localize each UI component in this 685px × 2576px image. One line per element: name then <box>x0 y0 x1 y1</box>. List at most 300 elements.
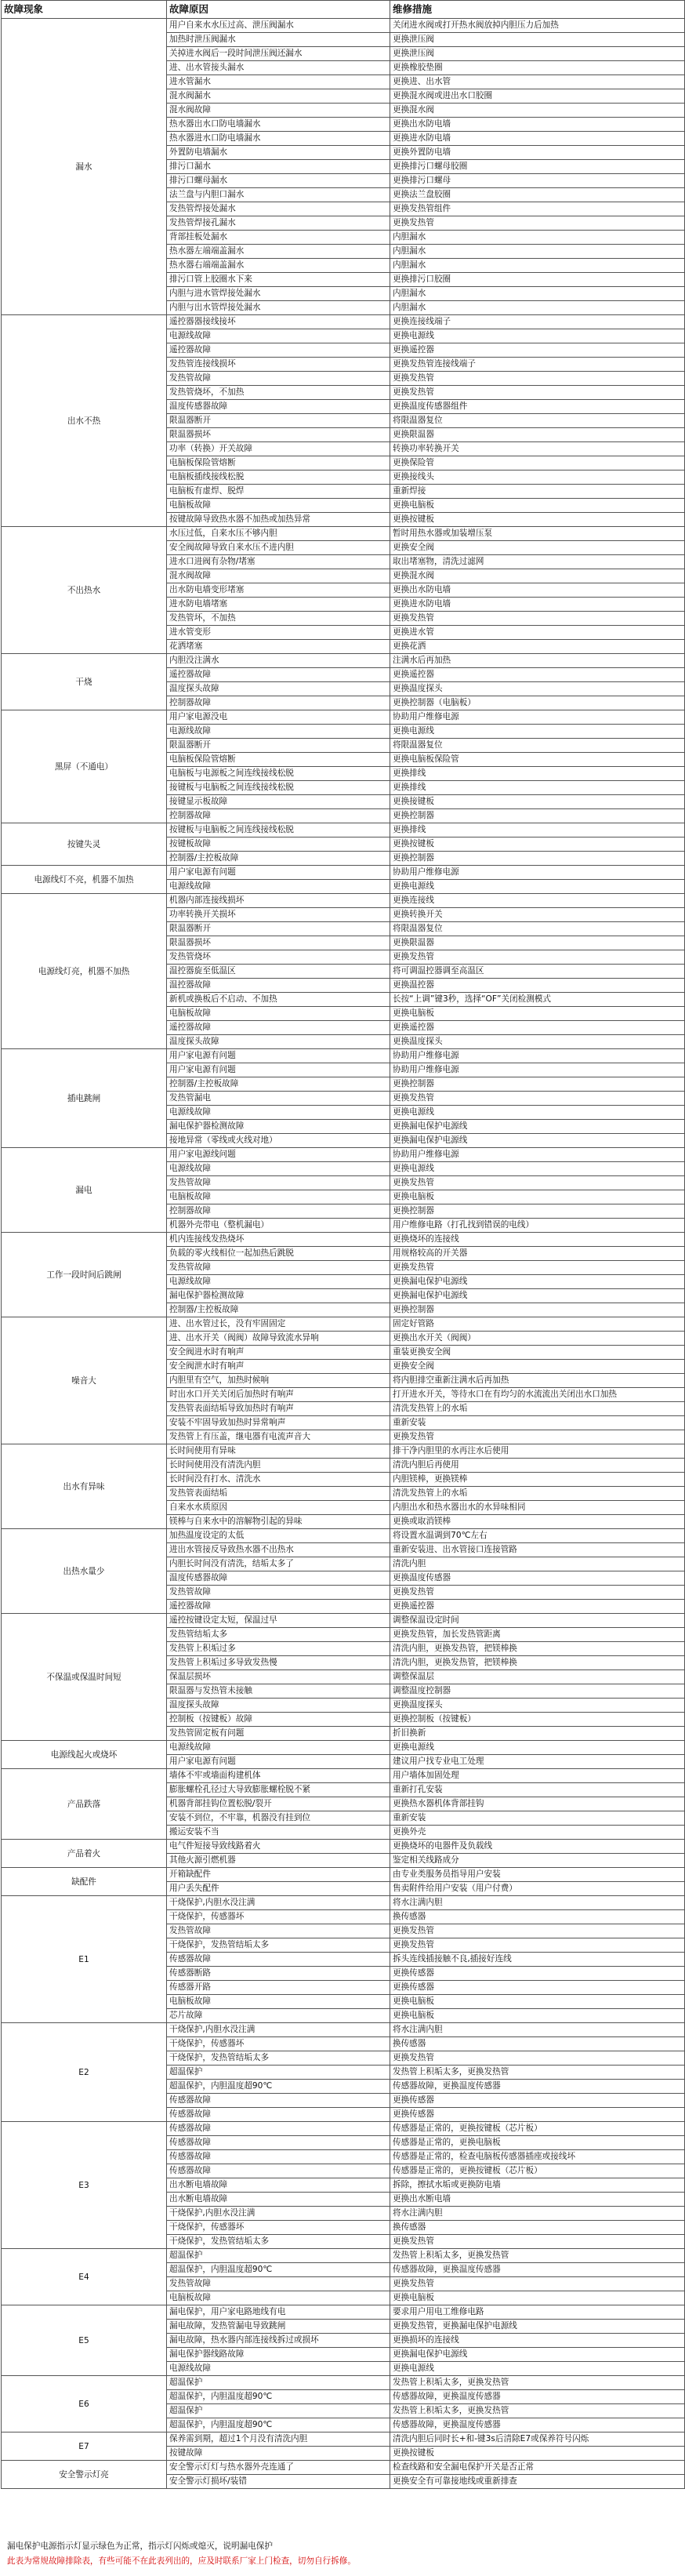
solution-cell: 更换发热管，更换漏电保护电源线 <box>390 2320 685 2334</box>
cause-cell: 传感器故障 <box>167 2094 390 2108</box>
solution-cell: 更换进、出水管 <box>390 75 685 89</box>
cause-cell: 进水防电墙堵塞 <box>167 598 390 612</box>
symptom-cell: 漏电 <box>2 1148 167 1233</box>
cause-cell: 电脑板有虚焊、脱焊 <box>167 485 390 499</box>
solution-cell: 传感器故障，更换温度传感器 <box>390 2390 685 2404</box>
cause-cell: 水压过低，自来水压不够内胆 <box>167 527 390 541</box>
solution-cell: 更换外置防电墙 <box>390 146 685 160</box>
cause-cell: 负载的零火线相位一起加热后跳脱 <box>167 1247 390 1261</box>
cause-cell: 温度探头故障 <box>167 1699 390 1713</box>
cause-cell: 关掉进水阀后一段时间泄压阀还漏水 <box>167 47 390 61</box>
solution-cell: 将限温器复位 <box>390 414 685 428</box>
table-row <box>2 19 685 33</box>
solution-cell: 更换传感器 <box>390 1981 685 1995</box>
cause-cell: 漏电保护器线路故障 <box>167 2348 390 2362</box>
cause-cell: 外置防电墙漏水 <box>167 146 390 160</box>
note-line-2: 此表为常规故障排除表，有些可能不在此表列出的，应及时联系厂家上门检查，切勿自行拆修。 <box>7 2556 356 2566</box>
solution-cell: 更换电脑板 <box>390 1190 685 1204</box>
cause-cell: 干烧保护，传感器坏 <box>167 2037 390 2051</box>
symptom-cell: E4 <box>2 2249 167 2305</box>
cause-cell: 发热管故障 <box>167 1176 390 1190</box>
cause-cell: 发热管故障 <box>167 1261 390 1275</box>
solution-cell: 清洗发热管上的水垢 <box>390 1487 685 1501</box>
cause-cell: 限温器损坏 <box>167 428 390 442</box>
cause-cell: 控制板（按键板）故障 <box>167 1713 390 1727</box>
solution-cell: 将水注满内胆 <box>390 2207 685 2221</box>
symptom-cell: 按键失灵 <box>2 823 167 866</box>
solution-cell: 更换排线 <box>390 781 685 795</box>
cause-cell: 发热管故障 <box>167 2277 390 2291</box>
solution-cell: 协助用户维修电源 <box>390 1148 685 1162</box>
cause-cell: 电源线故障 <box>167 1162 390 1176</box>
cause-cell: 开箱缺配件 <box>167 1868 390 1882</box>
cause-cell: 热水器左端端盖漏水 <box>167 245 390 259</box>
solution-cell: 用户维修电路（打孔找到错误的电线） <box>390 1219 685 1233</box>
cause-cell: 自来水水质原因 <box>167 1501 390 1515</box>
cause-cell: 电脑板故障 <box>167 2291 390 2305</box>
cause-cell: 超温保护 <box>167 2376 390 2390</box>
cause-cell: 控制器/主控板故障 <box>167 852 390 866</box>
cause-cell: 进水口进阀有杂物/堵塞 <box>167 555 390 569</box>
solution-cell: 更换损坏的连接线 <box>390 2334 685 2348</box>
solution-cell: 更换温度探头 <box>390 682 685 696</box>
cause-cell: 热水器右端端盖漏水 <box>167 259 390 273</box>
cause-cell: 出水断电墙故障 <box>167 2178 390 2193</box>
symptom-cell: 电源线灯不亮，机器不加热 <box>2 866 167 894</box>
solution-cell: 更换按键板 <box>390 2447 685 2461</box>
solution-cell: 更换发热管 <box>390 1938 685 1953</box>
solution-cell: 重新打孔安装 <box>390 1783 685 1797</box>
solution-cell: 更换出水断电墙 <box>390 2193 685 2207</box>
solution-cell: 注满水后再加热 <box>390 654 685 668</box>
cause-cell: 电源线故障 <box>167 2362 390 2376</box>
solution-cell: 更换温度探头 <box>390 1035 685 1049</box>
cause-cell: 搬运安装不当 <box>167 1826 390 1840</box>
solution-cell: 更换接键板 <box>390 795 685 809</box>
solution-cell: 更换连接线端子 <box>390 315 685 329</box>
solution-cell: 调整温度控制器 <box>390 1684 685 1699</box>
table-row <box>2 823 685 837</box>
solution-cell: 更换发热管 <box>390 2235 685 2249</box>
cause-cell: 传感器故障 <box>167 2136 390 2150</box>
solution-cell: 更换漏电保护电源线 <box>390 1289 685 1303</box>
cause-cell: 遥控按键设定太短，保温过早 <box>167 1614 390 1628</box>
solution-cell: 更换控制器 <box>390 1204 685 1219</box>
solution-cell: 折旧换新 <box>390 1727 685 1741</box>
table-row <box>2 2023 685 2037</box>
cause-cell: 发热管烧坏，不加热 <box>167 386 390 400</box>
cause-cell: 传感器断路 <box>167 1967 390 1981</box>
cause-cell: 其他火源引燃机器 <box>167 1854 390 1868</box>
cause-cell: 进、出水管过长，没有牢固固定 <box>167 1317 390 1332</box>
symptom-cell: 电源线灯亮，机器不加热 <box>2 894 167 1049</box>
cause-cell: 进、出水管接头漏水 <box>167 61 390 75</box>
solution-cell: 将限温器复位 <box>390 739 685 753</box>
cause-cell: 干烧保护，传感器坏 <box>167 2221 390 2235</box>
cause-cell: 背部挂板处漏水 <box>167 231 390 245</box>
cause-cell: 接键板与电脑板之间连线接线松脱 <box>167 781 390 795</box>
solution-cell: 更换传感器 <box>390 2094 685 2108</box>
solution-cell: 由专业类服务员指导用户安装 <box>390 1868 685 1882</box>
solution-cell: 取出堵塞物，清洗过滤网 <box>390 555 685 569</box>
solution-cell: 更换按键板 <box>390 837 685 852</box>
cause-cell: 温度传感器故障 <box>167 1571 390 1586</box>
solution-cell: 更换电源线 <box>390 1741 685 1755</box>
cause-cell: 发热管上积垢过多导致发热慢 <box>167 1656 390 1670</box>
cause-cell: 电源线故障 <box>167 880 390 894</box>
solution-cell: 内胆漏水 <box>390 245 685 259</box>
cause-cell: 发热管表面结垢导致加热时有响声 <box>167 1402 390 1416</box>
cause-cell: 漏电故障，热水器内部连接线拆过或损坏 <box>167 2334 390 2348</box>
solution-cell: 更换排线 <box>390 767 685 781</box>
cause-cell: 温控器旋至低温区 <box>167 965 390 979</box>
solution-cell: 协助用户维修电源 <box>390 1063 685 1077</box>
solution-cell: 更换花洒 <box>390 640 685 654</box>
cause-cell: 电源线故障 <box>167 1275 390 1289</box>
cause-cell: 进水管变形 <box>167 626 390 640</box>
cause-cell: 发热管焊接处漏水 <box>167 202 390 216</box>
cause-cell: 传感器开路 <box>167 1981 390 1995</box>
solution-cell: 传感器是正常的，检查电脑板传感器插座或接线坏 <box>390 2150 685 2164</box>
cause-cell: 发热管固定板有问题 <box>167 1727 390 1741</box>
table-row <box>2 2122 685 2136</box>
solution-cell: 更换发热管 <box>390 372 685 386</box>
solution-cell: 长按“上调”键3秒，选择“OF”关闭检测模式 <box>390 993 685 1007</box>
cause-cell: 法兰盘与内胆口漏水 <box>167 188 390 202</box>
solution-cell: 拆头连线插接触不良,插接好连线 <box>390 1953 685 1967</box>
solution-cell: 要求用户用电工维修电路 <box>390 2305 685 2320</box>
solution-cell: 更换发热管组件 <box>390 202 685 216</box>
symptom-cell: 电源线起火或烧坏 <box>2 1741 167 1769</box>
cause-cell: 温度探头故障 <box>167 682 390 696</box>
solution-cell: 更换发热管连接线端子 <box>390 358 685 372</box>
solution-cell: 固定好管路 <box>390 1317 685 1332</box>
cause-cell: 干烧保护,内胆水没注满 <box>167 1896 390 1910</box>
table-row <box>2 654 685 668</box>
cause-cell: 发热管表面结垢 <box>167 1487 390 1501</box>
table-row <box>2 894 685 908</box>
cause-cell: 超温保护，内胆温度超90℃ <box>167 2080 390 2094</box>
solution-cell: 更换控制器（电脑板） <box>390 696 685 710</box>
cause-cell: 用户家电源有问题 <box>167 1049 390 1063</box>
solution-cell: 更换进水管 <box>390 626 685 640</box>
solution-cell: 将设置水温调到70℃左右 <box>390 1529 685 1543</box>
table-row <box>2 1741 685 1755</box>
solution-cell: 调整保温层 <box>390 1670 685 1684</box>
solution-cell: 清洗内胆，更换发热管，把镁棒换 <box>390 1642 685 1656</box>
cause-cell: 长时间没有打水、清洗水 <box>167 1473 390 1487</box>
table-row <box>2 1148 685 1162</box>
solution-cell: 将内胆排空重新注满水后再加热 <box>390 1374 685 1388</box>
cause-cell: 安全阀进水时有响声 <box>167 1346 390 1360</box>
symptom-cell: 干烧 <box>2 654 167 710</box>
cause-cell: 超温保护，内胆温度超90℃ <box>167 2418 390 2432</box>
page <box>1 0 684 2566</box>
cause-cell: 芯片故障 <box>167 2009 390 2023</box>
cause-cell: 漏电故障，发热管漏电导致跳闸 <box>167 2320 390 2334</box>
solution-cell: 更换出水防电墙 <box>390 118 685 132</box>
cause-cell: 按键板故障 <box>167 837 390 852</box>
cause-cell: 接键显示板故障 <box>167 795 390 809</box>
solution-cell: 传感器故障，更换温度传感器 <box>390 2418 685 2432</box>
solution-cell: 传感器是正常的，更换按键板（芯片板） <box>390 2164 685 2178</box>
cause-cell: 机内连接线发热烧坏 <box>167 1233 390 1247</box>
cause-cell: 内胆没注满水 <box>167 654 390 668</box>
solution-cell: 更换混水阀 <box>390 569 685 583</box>
solution-cell: 更换电源线 <box>390 880 685 894</box>
solution-cell: 重新焊接 <box>390 485 685 499</box>
solution-cell: 内胆漏水 <box>390 301 685 315</box>
solution-cell: 更换安全有可靠接地线或重新排查 <box>390 2475 685 2489</box>
solution-cell: 发热管上积垢太多，更换发热管 <box>390 2249 685 2263</box>
cause-cell: 用户家电源有问题 <box>167 866 390 880</box>
cause-cell: 电脑板故障 <box>167 1007 390 1021</box>
symptom-cell: E1 <box>2 1896 167 2023</box>
solution-cell: 更换发热管 <box>390 1176 685 1190</box>
solution-cell: 更换温度探头 <box>390 1699 685 1713</box>
cause-cell: 电脑板故障 <box>167 1995 390 2009</box>
symptom-cell: E2 <box>2 2023 167 2122</box>
cause-cell: 超温保护，内胆温度超90℃ <box>167 2263 390 2277</box>
cause-cell: 接地异常（零线或火线对地） <box>167 1134 390 1148</box>
cause-cell: 遥控器故障 <box>167 1600 390 1614</box>
solution-cell: 协助用户维修电源 <box>390 1049 685 1063</box>
cause-cell: 干烧保护,内胆水没注满 <box>167 2207 390 2221</box>
note-line-1: 漏电保护电源指示灯显示绿色为正常，指示灯闪烁或熄灭，说明漏电保护 <box>7 2541 273 2551</box>
table-row <box>2 1529 685 1543</box>
solution-cell: 将水注满内胆 <box>390 2023 685 2037</box>
cause-cell: 发热管故障 <box>167 372 390 386</box>
solution-cell: 更换出水开关（阀阀） <box>390 1332 685 1346</box>
cause-cell: 温控器故障 <box>167 979 390 993</box>
cause-cell: 限温器断开 <box>167 739 390 753</box>
table-row <box>2 315 685 329</box>
table-row <box>2 527 685 541</box>
symptom-cell: E7 <box>2 2432 167 2461</box>
table-row <box>2 2432 685 2447</box>
solution-cell: 内胆漏水 <box>390 231 685 245</box>
cause-cell: 发热管烧坏 <box>167 950 390 965</box>
solution-cell: 更换烧坏的电器件及负载线 <box>390 1840 685 1854</box>
cause-cell: 内胆与出水管焊接处漏水 <box>167 301 390 315</box>
cause-cell: 限温器断开 <box>167 414 390 428</box>
solution-cell: 重装更换安全阀 <box>390 1346 685 1360</box>
solution-cell: 更换控制器 <box>390 809 685 823</box>
solution-cell: 清洗内胆后同时长+和-键3s后清除E7或保养符号闪烁 <box>390 2432 685 2447</box>
solution-cell: 发热管上积垢太多，更换发热管 <box>390 2376 685 2390</box>
cause-cell: 加热温度设定的太低 <box>167 1529 390 1543</box>
cause-cell: 传感器故障 <box>167 2122 390 2136</box>
solution-cell: 换传感器 <box>390 2037 685 2051</box>
cause-cell: 时出水口开关关闭后加热时有响声 <box>167 1388 390 1402</box>
cause-cell: 漏电保护，用户家电路地线有电 <box>167 2305 390 2320</box>
symptom-cell: 产品跌落 <box>2 1769 167 1840</box>
table-row <box>2 1444 685 1459</box>
symptom-cell: E3 <box>2 2122 167 2249</box>
solution-cell: 更换烧坏的连接线 <box>390 1233 685 1247</box>
solution-cell: 更换控制器 <box>390 1077 685 1092</box>
cause-cell: 遥控器器接线接坏 <box>167 315 390 329</box>
cause-cell: 保温层损坏 <box>167 1670 390 1684</box>
solution-cell: 内胆出水和热水器出水的水异味相同 <box>390 1501 685 1515</box>
solution-cell: 暂时用热水器或加装增压泵 <box>390 527 685 541</box>
solution-cell: 清洗内胆后再使用 <box>390 1459 685 1473</box>
table-row <box>2 1317 685 1332</box>
solution-cell: 更换控制板（按键板） <box>390 1713 685 1727</box>
cause-cell: 用户家电源线问题 <box>167 1148 390 1162</box>
solution-cell: 更换漏电保护电源线 <box>390 2348 685 2362</box>
solution-cell: 更换发热管 <box>390 950 685 965</box>
solution-cell: 更换排线 <box>390 823 685 837</box>
cause-cell: 排污口螺母漏水 <box>167 174 390 188</box>
cause-cell: 混水阀故障 <box>167 569 390 583</box>
solution-cell: 将可调温控器调至高温区 <box>390 965 685 979</box>
solution-cell: 更换排污口螺母胶圈 <box>390 160 685 174</box>
solution-cell: 传感器故障，更换温度传感器 <box>390 2263 685 2277</box>
cause-cell: 膨胀螺栓孔径过大导致膨胀螺栓脱不紧 <box>167 1783 390 1797</box>
cause-cell: 发热管漏电 <box>167 1092 390 1106</box>
cause-cell: 传感器故障 <box>167 1953 390 1967</box>
solution-cell: 内胆镁棒，更换镁棒 <box>390 1473 685 1487</box>
table-row <box>2 710 685 725</box>
cause-cell: 限温器损坏 <box>167 936 390 950</box>
cause-cell: 按键故障 <box>167 2447 390 2461</box>
solution-cell: 更换电源线 <box>390 329 685 343</box>
cause-cell: 超温保护 <box>167 2066 390 2080</box>
solution-cell: 用户墙体加固处理 <box>390 1769 685 1783</box>
cause-cell: 遥控器故障 <box>167 668 390 682</box>
cause-cell: 限温器断开 <box>167 922 390 936</box>
solution-cell: 内胆漏水 <box>390 259 685 273</box>
solution-cell: 更换发热管 <box>390 386 685 400</box>
cause-cell: 发热管结垢太多 <box>167 1628 390 1642</box>
solution-cell: 更换泄压阀 <box>390 47 685 61</box>
solution-cell: 更换电源线 <box>390 1162 685 1176</box>
cause-cell: 遥控器故障 <box>167 1021 390 1035</box>
solution-cell: 更换电脑板 <box>390 1995 685 2009</box>
solution-cell: 更换发热管，加长发热管距离 <box>390 1628 685 1642</box>
header-symptom: 故障现象 <box>2 1 167 19</box>
cause-cell: 温度探头故障 <box>167 1035 390 1049</box>
cause-cell: 功率（转换）开关故障 <box>167 442 390 456</box>
cause-cell: 新机或换板后不启动、不加热 <box>167 993 390 1007</box>
solution-cell: 更换进水防电墙 <box>390 598 685 612</box>
solution-cell: 更换遥控器 <box>390 1021 685 1035</box>
solution-cell: 更换发热管 <box>390 216 685 231</box>
symptom-cell: 不出热水 <box>2 527 167 654</box>
header-row <box>2 1 685 19</box>
cause-cell: 混水阀漏水 <box>167 89 390 104</box>
cause-cell: 排污口漏水 <box>167 160 390 174</box>
solution-cell: 更换法兰盘胶圈 <box>390 188 685 202</box>
cause-cell: 用户家电源有问题 <box>167 1063 390 1077</box>
solution-cell: 更换温控器 <box>390 979 685 993</box>
symptom-cell: E5 <box>2 2305 167 2376</box>
solution-cell: 更换发热管 <box>390 1924 685 1938</box>
solution-cell: 更换混水阀 <box>390 104 685 118</box>
solution-cell: 更换温度传感器 <box>390 1571 685 1586</box>
cause-cell: 漏电保护器检测故障 <box>167 1120 390 1134</box>
solution-cell: 更换发热管 <box>390 2277 685 2291</box>
cause-cell: 镁棒与自来水中的溶解物引起的异味 <box>167 1515 390 1529</box>
cause-cell: 控制器故障 <box>167 696 390 710</box>
cause-cell: 长时间使用有异味 <box>167 1444 390 1459</box>
cause-cell: 机器内部连接线损坏 <box>167 894 390 908</box>
solution-cell: 更换限温器 <box>390 428 685 442</box>
cause-cell: 热水器出水口防电墙漏水 <box>167 118 390 132</box>
cause-cell: 发热管坏，不加热 <box>167 612 390 626</box>
cause-cell: 进水管漏水 <box>167 75 390 89</box>
solution-cell: 打开进水开关，等待水口在有均匀的水流流出关闭出水口加热 <box>390 1388 685 1402</box>
solution-cell: 更换温度传感器组件 <box>390 400 685 414</box>
cause-cell: 电脑板故障 <box>167 499 390 513</box>
solution-cell: 拆除，擦拭水垢或更换防电墙 <box>390 2178 685 2193</box>
solution-cell: 更换热水器机体背部挂钩 <box>390 1797 685 1811</box>
solution-cell: 更换电源线 <box>390 1106 685 1120</box>
solution-cell: 鉴定相关线路成分 <box>390 1854 685 1868</box>
solution-cell: 更换电源线 <box>390 725 685 739</box>
solution-cell: 换传感器 <box>390 1910 685 1924</box>
solution-cell: 更换连接线 <box>390 894 685 908</box>
solution-cell: 关闭进水阀或打开热水阀放掉内胆压力后加热 <box>390 19 685 33</box>
cause-cell: 干烧保护，传感器坏 <box>167 1910 390 1924</box>
solution-cell: 更换排污口螺母 <box>390 174 685 188</box>
cause-cell: 混水阀故障 <box>167 104 390 118</box>
cause-cell: 排污口管上胶圈水下来 <box>167 273 390 287</box>
notes <box>1 2539 684 2569</box>
solution-cell: 重新安装进、出水管接口连接管路 <box>390 1543 685 1557</box>
cause-cell: 内胆长时间没有清洗，结垢太多了 <box>167 1557 390 1571</box>
solution-cell: 协助用户维修电源 <box>390 710 685 725</box>
solution-cell: 更换安全阀 <box>390 1360 685 1374</box>
cause-cell: 漏电保护器检测故障 <box>167 1289 390 1303</box>
solution-cell: 更换限温器 <box>390 936 685 950</box>
cause-cell: 花洒堵塞 <box>167 640 390 654</box>
solution-cell: 发热管上积垢太多，更换发热管 <box>390 2066 685 2080</box>
solution-cell: 重新安装 <box>390 1811 685 1826</box>
table-row <box>2 1614 685 1628</box>
solution-cell: 更换电脑板 <box>390 2291 685 2305</box>
cause-cell: 控制器/主控板故障 <box>167 1303 390 1317</box>
cause-cell: 发热管上积垢过多 <box>167 1642 390 1656</box>
solution-cell: 重新安装 <box>390 1416 685 1430</box>
cause-cell: 干烧保护，发热管结垢太多 <box>167 2051 390 2066</box>
cause-cell: 按键故障导致热水器不加热或加热异常 <box>167 513 390 527</box>
symptom-cell: 出水不热 <box>2 315 167 527</box>
solution-cell: 内胆漏水 <box>390 287 685 301</box>
solution-cell: 更换排污口胶圈 <box>390 273 685 287</box>
cause-cell: 出水断电墙故障 <box>167 2193 390 2207</box>
solution-cell: 更换遥控器 <box>390 668 685 682</box>
symptom-cell: 产品着火 <box>2 1840 167 1868</box>
solution-cell: 清洗内胆 <box>390 1557 685 1571</box>
symptom-cell: 缺配件 <box>2 1868 167 1896</box>
table-row <box>2 1868 685 1882</box>
cause-cell: 超温保护 <box>167 2249 390 2263</box>
cause-cell: 长时间使用没有清洗内胆 <box>167 1459 390 1473</box>
cause-cell: 保养需到期，超过1个月没有清洗内胆 <box>167 2432 390 2447</box>
solution-cell: 转换功率转换开关 <box>390 442 685 456</box>
cause-cell: 超温保护 <box>167 2404 390 2418</box>
solution-cell: 更换安全阀 <box>390 541 685 555</box>
symptom-cell: 工作一段时间后跳闸 <box>2 1233 167 1317</box>
solution-cell: 更换电脑板保险管 <box>390 753 685 767</box>
cause-cell: 传感器故障 <box>167 2108 390 2122</box>
cause-cell: 发热管上有压盖，继电器有电流声音大 <box>167 1430 390 1444</box>
symptom-cell: 出热水量少 <box>2 1529 167 1614</box>
cause-cell: 电源线故障 <box>167 725 390 739</box>
cause-cell: 安全阀故障导致自来水压不进内胆 <box>167 541 390 555</box>
